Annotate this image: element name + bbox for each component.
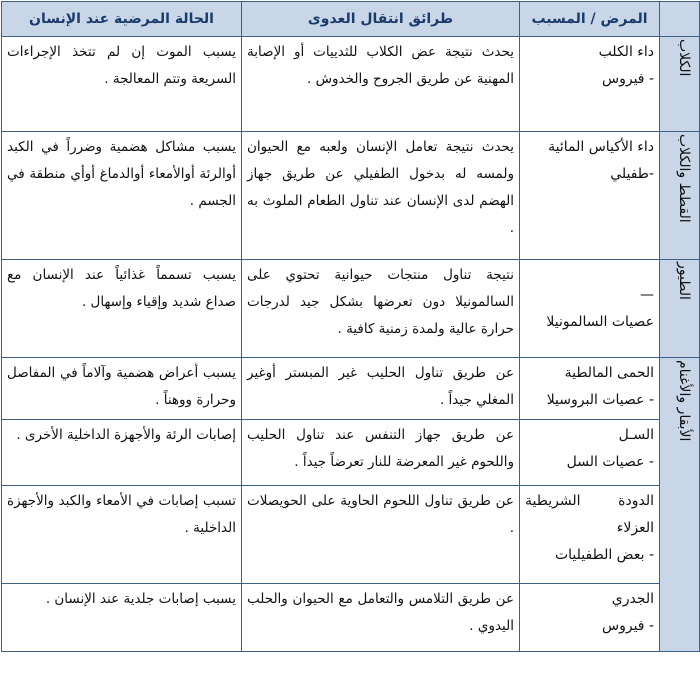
condition-cell: يسبب الموت إن لم تتخذ الإجراءات السريعة وتتم المعالجة . [2,37,242,132]
table-row [2,420,700,486]
condition-cell: يسبب أعراض هضمية وآلاماً في المفاصل وحرارة ووهناً . [2,358,242,420]
disease-cell: داء الكلب - فيروس [520,37,660,132]
zoonoses-table [1,1,700,652]
disease-cell: الجدري - فيروس [520,584,660,652]
condition-cell: تسبب إصابات في الأمعاء والكبد والأجهزة الداخلية . [2,486,242,584]
table-row [2,486,700,584]
transmission-cell: عن طريق تناول اللحوم الحاوية على الحويصلات . [242,486,520,584]
disease-cell: السـل - عصيات السل [520,420,660,486]
transmission-cell: نتيجة تناول منتجات حيوانية تحتوي على السالمونيلا دون تعرضها بشكل جيد لدرجات حرارة عالية ولمدة زمنية كافية . [242,260,520,358]
table-row [2,358,700,420]
header-row [2,2,700,37]
table-row [2,132,700,260]
transmission-cell: عن طريق تناول الحليب غير المبستر أوغير المغلي جيداً . [242,358,520,420]
group-cattle-sheep: الأبقار والأغنام [660,358,700,652]
header-condition: الحالة المرضية عند الإنسان [2,2,242,37]
header-disease: المرض / المسبب [520,2,660,37]
condition-cell: إصابات الرئة والأجهزة الداخلية الأخرى . [2,420,242,486]
transmission-cell: يحدث نتيجة عض الكلاب للثدييات أو الإصابة المهنية عن طريق الجروح والخدوش . [242,37,520,132]
header-animal-group [660,2,700,37]
transmission-cell: عن طريق جهاز التنفس عند تناول الحليب واللحوم غير المعرضة للنار تعرضاً جيداً . [242,420,520,486]
transmission-cell: عن طريق التلامس والتعامل مع الحيوان والحلب اليدوي . [242,584,520,652]
condition-cell: يسبب مشاكل هضمية وضرراً في الكبد أوالرئة أوالأمعاء أوالدماغ أوأي منطقة في الجسم . [2,132,242,260]
disease-cell: — عصيات السالمونيلا [520,260,660,358]
disease-cell: الدودة الشريطية العزلاء - بعض الطفيليات [520,486,660,584]
transmission-cell: يحدث نتيجة تعامل الإنسان ولعبه مع الحيوان ولمسه له بدخول الطفيلي عن طريق جهاز الهضم لدى الإنسان عند تناول الطعام الملوث به . [242,132,520,260]
table-row [2,37,700,132]
group-dogs: الكلاب [660,37,700,132]
disease-cell: الحمى المالطية - عصيات البروسيلا [520,358,660,420]
disease-cell: داء الأكياس المائية -طفيلي [520,132,660,260]
condition-cell: يسبب إصابات جلدية عند الإنسان . [2,584,242,652]
group-birds: الطيور [660,260,700,358]
header-transmission: طرائق انتقال العدوى [242,2,520,37]
table-row [2,584,700,652]
condition-cell: يسبب تسمماً غذائياً عند الإنسان مع صداع شديد وإقياء وإسهال . [2,260,242,358]
table-row [2,260,700,358]
group-cats-dogs: القطط والكلاب [660,132,700,260]
